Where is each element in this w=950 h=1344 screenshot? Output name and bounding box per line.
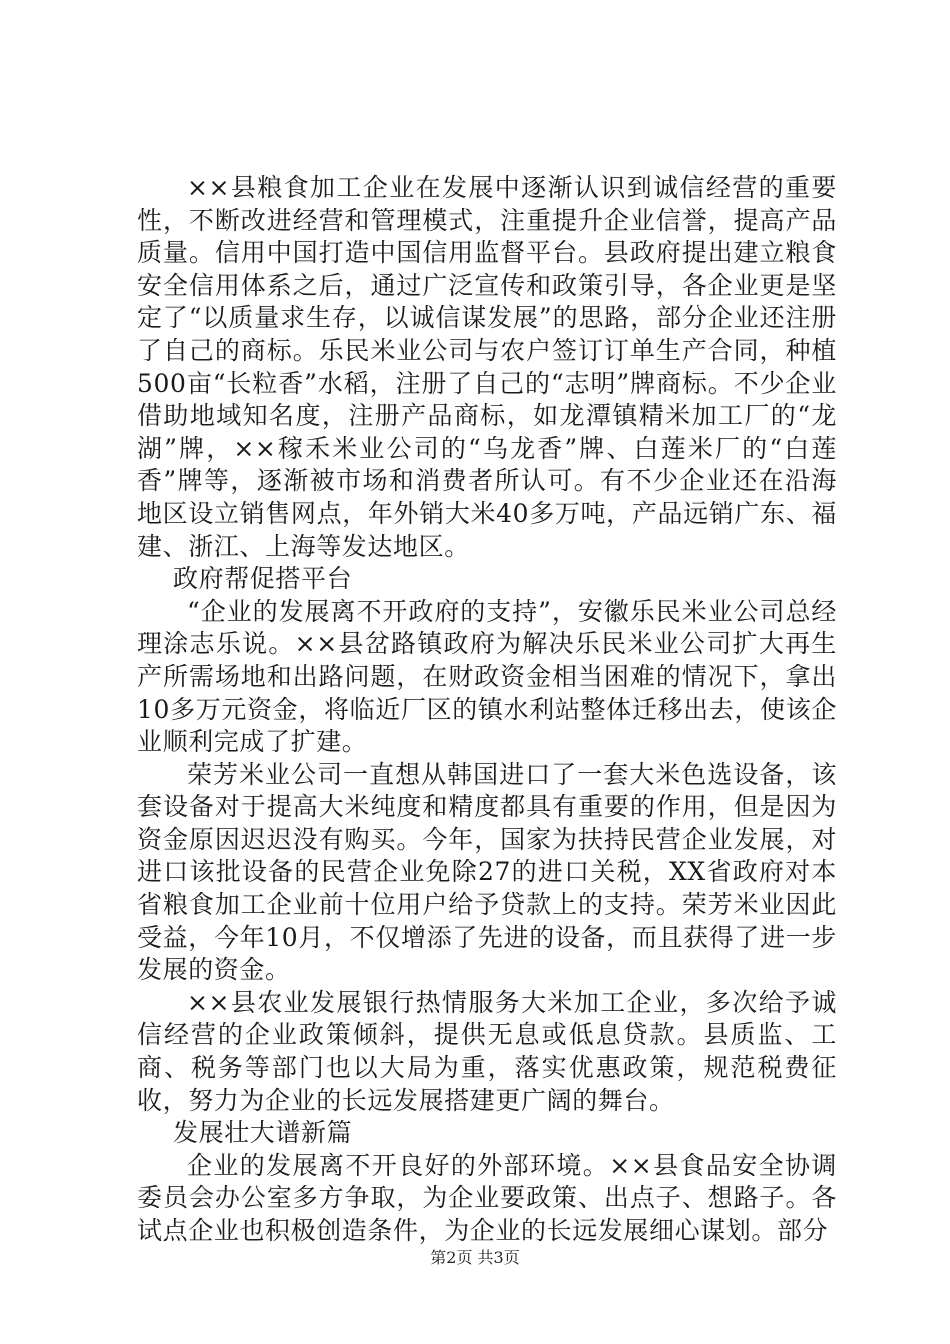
paragraph-bank: ××县农业发展银行热情服务大米加工企业，多次给予诚信经营的企业政策倾斜，提供无息或低息贷款。县质监、工商、税务等部门也以大局为重，落实优惠政策，规范税费征收，努力为企业的长远发展搭建更广阔的舞台。 bbox=[137, 987, 837, 1115]
paragraph-government-support: “企业的发展离不开政府的支持”，安徽乐民米业公司总经理涂志乐说。××县岔路镇政府为解决乐民米业公司扩大再生产所需场地和出路问题，在财政资金相当困难的情况下，拿出10多万元资金，将临近厂区的镇水利站整体迁移出去，使该企业顺利完成了扩建。 bbox=[137, 596, 837, 757]
paragraph-rongfang: 荣芳米业公司一直想从韩国进口了一套大米色选设备，该套设备对于提高大米纯度和精度都具有重要的作用，但是因为资金原因迟迟没有购买。今年，国家为扶持民营企业发展，对进口该批设备的民营企业免除27的进口关税，XX省政府对本省粮食加工企业前十位用户给予贷款上的支持。荣芳米业因此受益，今年10月，不仅增添了先进的设备，而且获得了进一步发展的资金。 bbox=[137, 759, 837, 985]
section-heading-government: 政府帮促搭平台 bbox=[173, 564, 353, 594]
document-body bbox=[137, 172, 837, 1248]
page-footer: 第2页 共3页 bbox=[430, 1248, 520, 1267]
section-heading-development: 发展壮大谱新篇 bbox=[173, 1118, 353, 1148]
paragraph-environment: 企业的发展离不开良好的外部环境。××县食品安全协调委员会办公室多方争取，为企业要政策、出点子、想路子。各试点企业也积极创造条件，为企业的长远发展细心谋划。部分 bbox=[137, 1150, 837, 1245]
paragraph-integrity: ××县粮食加工企业在发展中逐渐认识到诚信经营的重要性，不断改进经营和管理模式，注重提升企业信誉，提高产品质量。信用中国打造中国信用监督平台。县政府提出建立粮食安全信用体系之后，通过广泛宣传和政策引导，各企业更是坚定了“以质量求生存，以诚信谋发展”的思路，部分企业还注册了自己的商标。乐民米业公司与农户签订订单生产合同，种植500亩“长粒香”水稻，注册了自己的“志明”牌商标。不少企业借助地域知名度，注册产品商标，如龙潭镇精米加工厂的“龙湖”牌，××稼禾米业公司的“乌龙香”牌、白莲米厂的“白莲香”牌等，逐渐被市场和消费者所认可。有不少企业还在沿海地区设立销售网点，年外销大米40多万吨，产品远销广东、福建、浙江、上海等发达地区。 bbox=[137, 173, 837, 561]
